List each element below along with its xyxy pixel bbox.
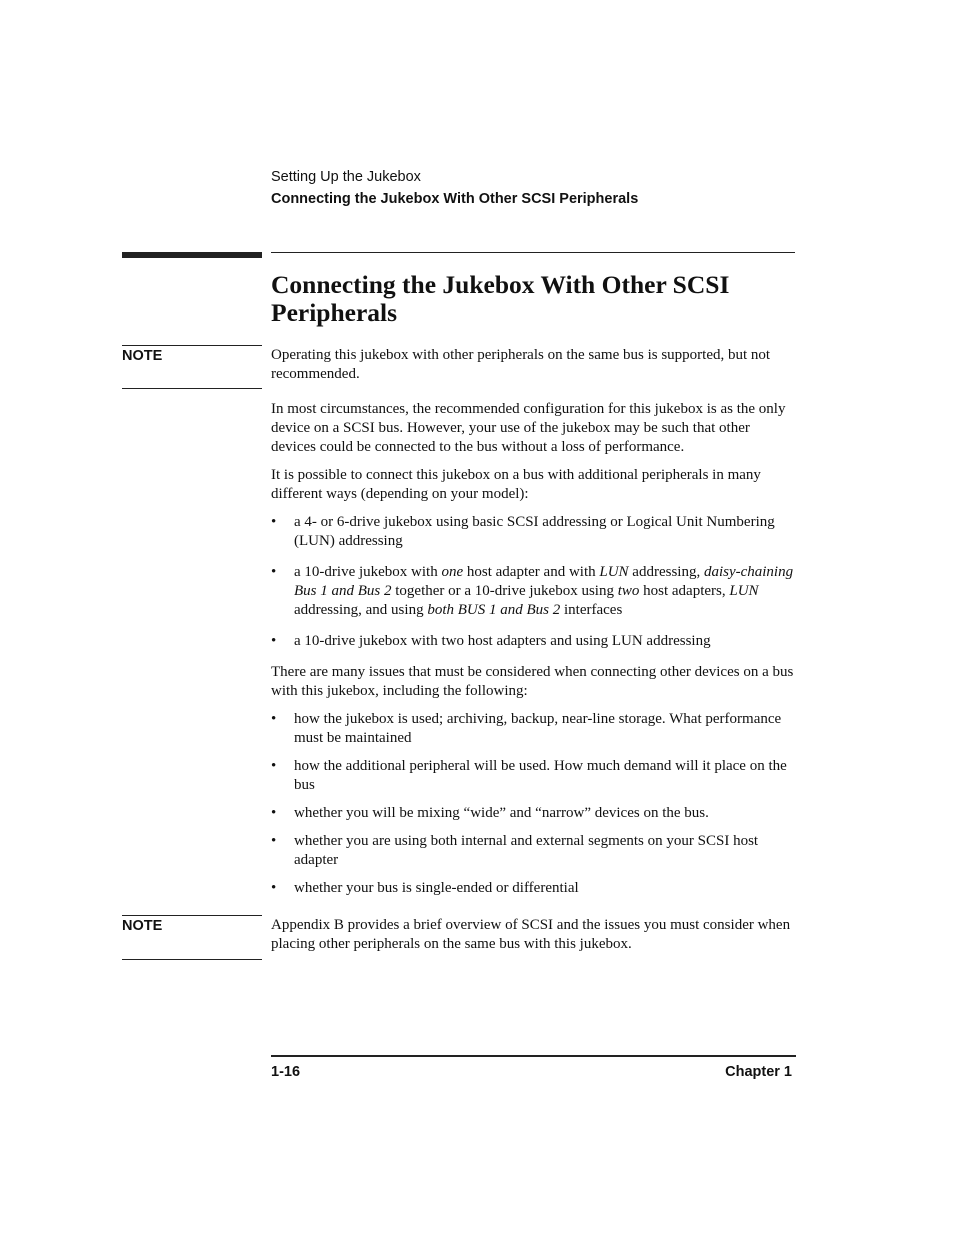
note-label: NOTE — [122, 345, 262, 389]
list-item-text: whether your bus is single-ended or differential — [294, 880, 579, 896]
list-item-text: whether you are using both internal and external segments on your SCSI host adapter — [294, 833, 759, 868]
list-item — [271, 513, 795, 551]
running-header-chapter: Setting Up the Jukebox — [271, 169, 421, 185]
list-item-text: a 10-drive jukebox with two host adapters and using LUN addressing — [294, 633, 711, 649]
body-content — [271, 400, 795, 907]
bullet: • — [271, 514, 277, 530]
list-item-text: how the jukebox is used; archiving, backup, near-line storage. What performance must be maintained — [294, 711, 782, 746]
left-thick-rule — [122, 252, 262, 258]
bullet: • — [271, 564, 277, 580]
list-item — [271, 710, 795, 748]
bullet: • — [271, 805, 277, 821]
config-list — [271, 513, 795, 651]
paragraph: There are many issues that must be considered when connecting other devices on a bus with this jukebox, including the following: — [271, 664, 794, 699]
issues-list — [271, 710, 795, 898]
list-item-text: a 10-drive jukebox with one host adapter and with LUN addressing, daisy-chaining Bus 1 and Bus 2 together or a 10-drive jukebox using two host adapters, LUN addressing, and using both BUS 1 and Bus 2 interfaces — [294, 564, 794, 618]
page-title: Connecting the Jukebox With Other SCSI Peripherals — [271, 270, 730, 327]
list-item — [271, 757, 795, 795]
running-header-section: Connecting the Jukebox With Other SCSI Peripherals — [271, 191, 639, 207]
list-item — [271, 632, 795, 651]
list-item-text: how the additional peripheral will be used. How much demand will it place on the bus — [294, 758, 787, 793]
list-item — [271, 832, 795, 870]
top-rule — [271, 252, 795, 253]
bullet: • — [271, 633, 277, 649]
paragraph: In most circumstances, the recommended configuration for this jukebox is as the only device on a SCSI bus. However, your use of the jukebox may be such that other devices could be connected to the bus without a loss of performance. — [271, 401, 786, 455]
list-item-text: whether you will be mixing “wide” and “narrow” devices on the bus. — [294, 805, 709, 821]
note-label: NOTE — [122, 915, 262, 960]
list-item — [271, 879, 795, 898]
footer-rule — [271, 1055, 796, 1057]
list-item — [271, 563, 795, 620]
note-text: Appendix B provides a brief overview of SCSI and the issues you must consider when placing other peripherals on the same bus with this jukebox. — [271, 917, 791, 952]
running-header — [271, 166, 638, 210]
bullet: • — [271, 711, 277, 727]
bullet: • — [271, 880, 277, 896]
list-item-text: a 4- or 6-drive jukebox using basic SCSI addressing or Logical Unit Numbering (LUN) addressing — [294, 514, 775, 549]
bullet: • — [271, 758, 277, 774]
paragraph: It is possible to connect this jukebox on a bus with additional peripherals in many different ways (depending on your model): — [271, 467, 761, 502]
page-number: 1-16 — [271, 1064, 301, 1080]
bullet: • — [271, 833, 277, 849]
list-item — [271, 804, 795, 823]
footer-chapter: Chapter 1 — [725, 1064, 792, 1080]
note-text: Operating this jukebox with other peripherals on the same bus is supported, but not recommended. — [271, 347, 771, 382]
